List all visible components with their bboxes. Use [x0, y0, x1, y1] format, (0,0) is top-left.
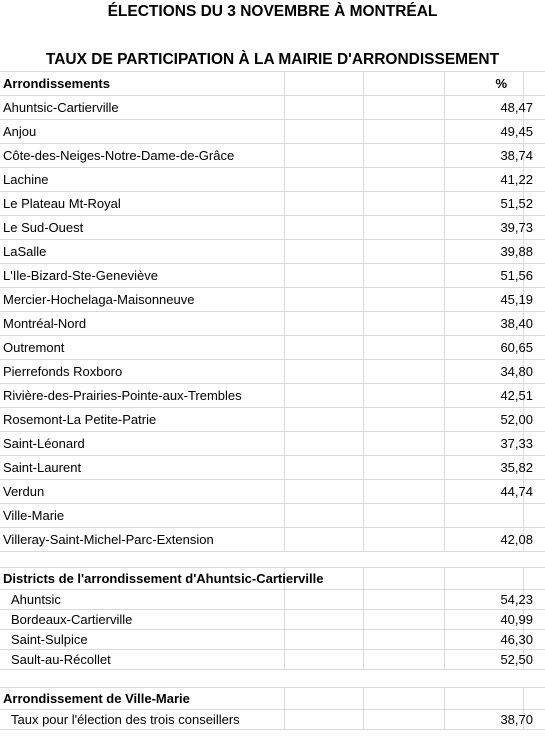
row-value: 60,65 — [500, 340, 533, 355]
row-name: LaSalle — [3, 244, 47, 259]
row-name: Côte-des-Neiges-Notre-Dame-de-Grâce — [3, 148, 235, 163]
table-row — [0, 240, 545, 264]
subtitle-row — [0, 48, 545, 72]
table-row — [0, 650, 545, 670]
row-value: 37,33 — [500, 436, 533, 451]
table-row — [0, 336, 545, 360]
table-row — [0, 288, 545, 312]
row-name: Rosemont-La Petite-Patrie — [3, 412, 157, 427]
row-value: 52,50 — [500, 652, 533, 667]
row-value: 34,80 — [500, 364, 533, 379]
row-name: Taux pour l'élection des trois conseillers — [11, 712, 240, 727]
table-row — [0, 408, 545, 432]
row-name: Ville-Marie — [3, 508, 65, 523]
row-value: 42,08 — [500, 532, 533, 547]
districts-heading: Districts de l'arrondissement d'Ahuntsic-Cartierville — [3, 571, 324, 586]
section-heading-row — [0, 568, 545, 590]
row-value: 51,52 — [500, 196, 533, 211]
row-value: 49,45 — [500, 124, 533, 139]
row-name: Mercier-Hochelaga-Maisonneuve — [3, 292, 195, 307]
row-value: 45,19 — [500, 292, 533, 307]
table-row — [0, 192, 545, 216]
table-row — [0, 312, 545, 336]
row-name: Lachine — [3, 172, 49, 187]
sheet-title: ÉLECTIONS DU 3 NOVEMBRE À MONTRÉAL — [0, 0, 545, 24]
blank-row — [0, 24, 545, 48]
blank-row — [0, 730, 545, 750]
table-row — [0, 384, 545, 408]
table-row — [0, 710, 545, 730]
row-name: Sault-au-Récollet — [11, 652, 111, 667]
row-name: Ahuntsic-Cartierville — [3, 100, 119, 115]
row-value: 46,30 — [500, 632, 533, 647]
row-name: Le Plateau Mt-Royal — [3, 196, 121, 211]
row-value: 39,88 — [500, 244, 533, 259]
row-name: Pierrefonds Roxboro — [3, 364, 123, 379]
row-value: 39,73 — [500, 220, 533, 235]
table-row — [0, 456, 545, 480]
row-name: Le Sud-Ouest — [3, 220, 84, 235]
row-value: 38,74 — [500, 148, 533, 163]
table-row — [0, 590, 545, 610]
sheet-subtitle: TAUX DE PARTICIPATION À LA MAIRIE D'ARRONDISSEMENT — [0, 48, 545, 71]
blank-row — [0, 670, 545, 688]
table-row — [0, 264, 545, 288]
villemarie-heading: Arrondissement de Ville-Marie — [3, 691, 190, 706]
title-row — [0, 0, 545, 24]
row-value: 54,23 — [500, 592, 533, 607]
row-value: 35,82 — [500, 460, 533, 475]
row-name: Anjou — [3, 124, 37, 139]
row-value: 42,51 — [500, 388, 533, 403]
row-value: 51,56 — [500, 268, 533, 283]
header-percent: % — [495, 76, 507, 91]
row-name: Verdun — [3, 484, 45, 499]
header-label: Arrondissements — [3, 76, 110, 91]
row-name: Saint-Léonard — [3, 436, 85, 451]
table-row — [0, 432, 545, 456]
table-row — [0, 360, 545, 384]
row-value: 52,00 — [500, 412, 533, 427]
table-row — [0, 120, 545, 144]
table-row — [0, 528, 545, 552]
row-name: Outremont — [3, 340, 65, 355]
row-name: Saint-Sulpice — [11, 632, 88, 647]
row-name: Bordeaux-Cartierville — [11, 612, 133, 627]
table-row — [0, 216, 545, 240]
row-name: Villeray-Saint-Michel-Parc-Extension — [3, 532, 214, 547]
row-name: L'Ile-Bizard-Ste-Geneviève — [3, 268, 158, 283]
row-value: 38,70 — [500, 712, 533, 727]
blank-row — [0, 552, 545, 568]
row-value: 40,99 — [500, 612, 533, 627]
row-value: 44,74 — [500, 484, 533, 499]
row-name: Saint-Laurent — [3, 460, 82, 475]
header-row — [0, 72, 545, 96]
section-heading-row — [0, 688, 545, 710]
row-name: Rivière-des-Prairies-Pointe-aux-Trembles — [3, 388, 242, 403]
table-row — [0, 480, 545, 504]
table-row — [0, 168, 545, 192]
row-value: 41,22 — [500, 172, 533, 187]
table-row — [0, 144, 545, 168]
row-name: Ahuntsic — [11, 592, 61, 607]
row-value: 48,47 — [500, 100, 533, 115]
table-row — [0, 630, 545, 650]
row-value: 38,40 — [500, 316, 533, 331]
table-row — [0, 610, 545, 630]
table-row — [0, 96, 545, 120]
row-name: Montréal-Nord — [3, 316, 87, 331]
table-row — [0, 504, 545, 528]
